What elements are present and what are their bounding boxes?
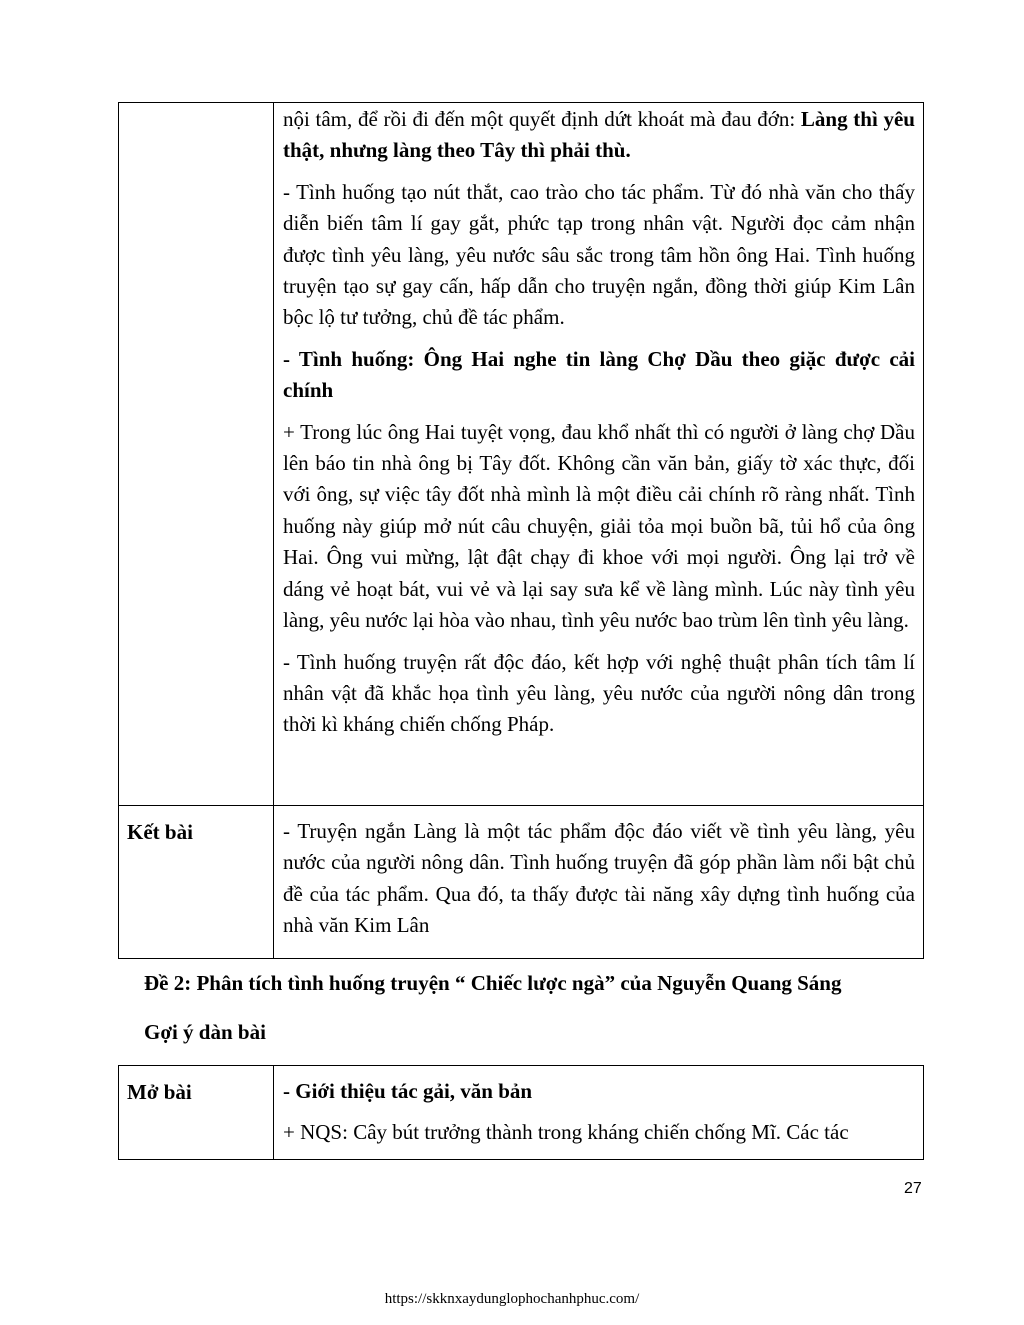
page-number: 27 (904, 1180, 922, 1197)
paragraph-text: nội tâm, để rồi đi đến một quyết định dứt khoát mà đau đớn: (283, 107, 801, 131)
paragraph: + Trong lúc ông Hai tuyệt vọng, đau khổ nhất thì có người ở làng chợ Dầu lên báo tin nhà ông bị Tây đốt. Không cần văn bản, giấy tờ xác thực, đối với ông, sự việc tây đốt nhà mình là một điều cải chính rõ ràng nhất. Tình huống này giúp mở nút câu chuyện, giải tỏa mọi buồn bã, tủi hổ của ông Hai. Ông vui mừng, lật đật chạy đi khoe với mọi người. Ông lại trở về dáng vẻ hoạt bát, vui vẻ và lại say sưa kể về làng mình. Lúc này tình yêu làng, yêu nước lại hòa vào nhau, tình yêu nước bao trùm lên tình yêu làng. (283, 419, 915, 633)
section-label (119, 103, 273, 113)
footer-url[interactable]: https://skknxaydunglophochanhphuc.com/ (384, 1291, 640, 1307)
section-label-cell (119, 103, 274, 806)
section-content-cell (274, 806, 924, 959)
outline-table-2 (118, 1065, 924, 1160)
section-content-cell (274, 103, 924, 806)
paragraph-bold-text: Làng thì yêu thật, nhưng làng theo Tây thì phải thù. (283, 107, 915, 163)
section-label-cell (119, 1066, 274, 1160)
paragraph (283, 104, 915, 167)
outline-heading: Gợi ý dàn bài (144, 1020, 266, 1044)
paragraph-bold: - Giới thiệu tác gải, văn bản (283, 1079, 533, 1103)
table-row (119, 806, 924, 959)
paragraph: - Tình huống tạo nút thắt, cao trào cho tác phẩm. Từ đó nhà văn cho thấy diễn biến tâm lí gay gắt, phức tạp trong nhân vật. Người đọc cảm nhận được tình yêu làng, yêu nước sâu sắc trong tâm hồn ông Hai. Tình huống truyện tạo sự gay cấn, hấp dẫn cho truyện ngắn, đồng thời giúp Kim Lân bộc lộ tư tưởng, chủ đề tác phẩm. (283, 179, 915, 330)
section-label: Mở bài (127, 1080, 192, 1104)
outline-table-1 (118, 102, 924, 959)
section-label-cell (119, 806, 274, 959)
paragraph: + NQS: Cây bút trưởng thành trong kháng chiến chống Mĩ. Các tác (283, 1120, 849, 1145)
paragraph: - Tình huống truyện rất độc đáo, kết hợp với nghệ thuật phân tích tâm lí nhân vật đã khắc họa tình yêu làng, yêu nước của người nông dân trong thời kì kháng chiến chống Pháp. (283, 649, 915, 737)
section-content-cell (274, 1066, 924, 1160)
essay-topic-heading: Đề 2: Phân tích tình huống truyện “ Chiếc lược ngà” của Nguyễn Quang Sáng (144, 971, 842, 995)
paragraph-bold: - Tình huống: Ông Hai nghe tin làng Chợ Dầu theo giặc được cải chính (283, 346, 915, 403)
table-row (119, 103, 924, 806)
paragraph: - Truyện ngắn Làng là một tác phẩm độc đáo viết về tình yêu làng, yêu nước của người nông dân. Tình huống truyện đã góp phần làm nổi bật chủ đề của tác phẩm. Qua đó, ta thấy được tài năng xây dựng tình huống của nhà văn Kim Lân (283, 819, 915, 938)
section-label: Kết bài (127, 820, 193, 844)
table-row (119, 1066, 924, 1160)
